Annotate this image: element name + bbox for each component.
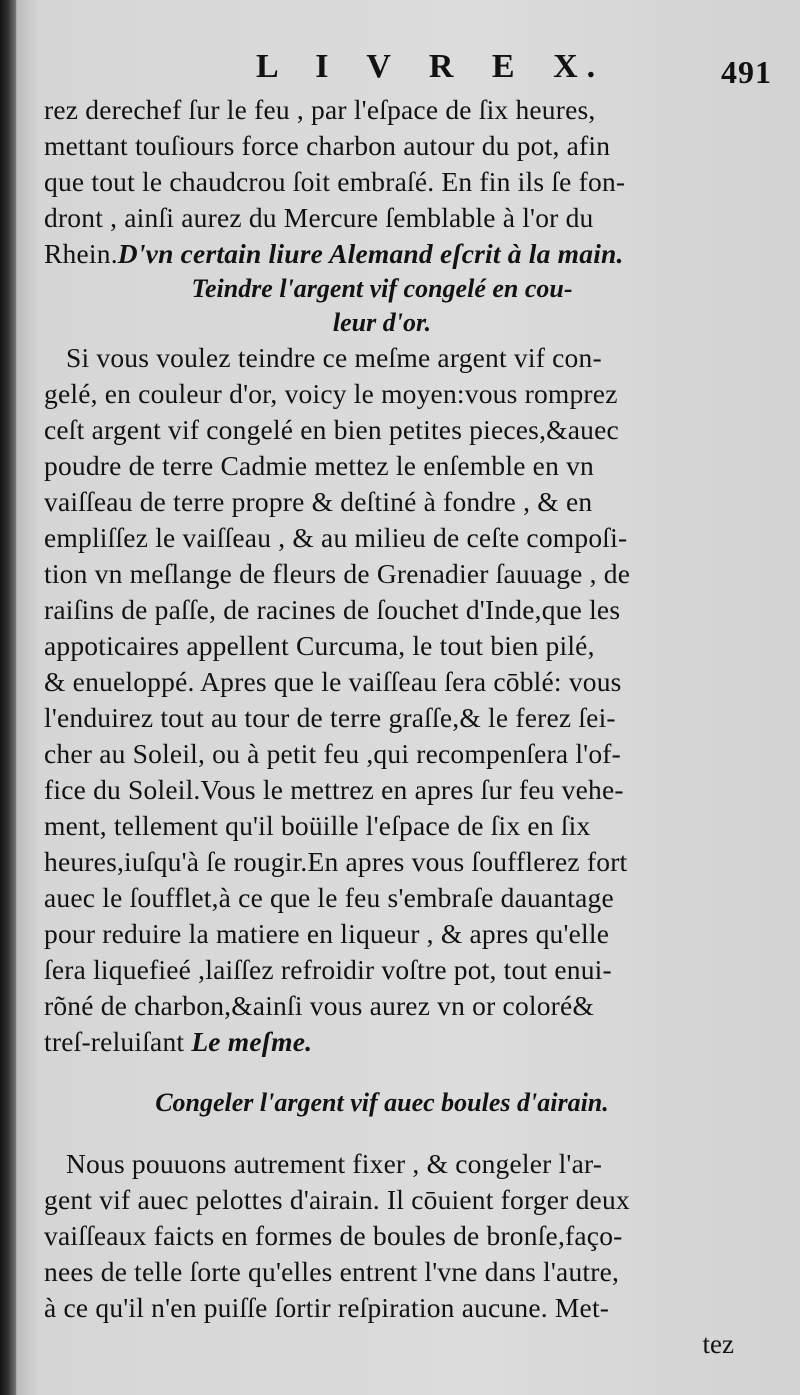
source-citation: D'vn certain liure Alemand eſcrit à la main.	[117, 238, 624, 269]
text-line: ſera liquefieé ,laiſſez refroidir voſtre pot, tout enui-	[44, 954, 612, 985]
book-gutter-edge	[0, 0, 16, 1395]
text-line: que tout le chaudcrou ſoit embraſé. En fin ils ſe fon-	[44, 166, 626, 197]
text-line: heures,iuſqu'à ſe rougir.En apres vous ſoufflerez fort	[44, 846, 628, 877]
text-line: rõné de charbon,&ainſi vous aurez vn or coloré&	[44, 990, 595, 1021]
text-line: raiſins de paſſe, de racines de ſouchet d'Inde,que les	[44, 594, 621, 625]
text-line: à ce qu'il n'en puiſſe ſortir reſpiration aucune. Met-	[44, 1292, 610, 1323]
text-line: nees de telle ſorte qu'elles entrent l'vne dans l'autre,	[44, 1256, 620, 1287]
section-heading: Congeler l'argent vif auec boules d'airain.	[155, 1088, 609, 1117]
text-line: fice du Soleil.Vous le mettrez en apres ſur feu vehe-	[44, 774, 624, 805]
text-line: mettant touſiours force charbon autour du pot, afin	[44, 130, 611, 161]
running-header	[44, 40, 772, 92]
source-citation-line	[44, 1024, 720, 1060]
text-line: empliſſez le vaiſſeau , & au milieu de ceſte compoſi-	[44, 522, 628, 553]
text-line: Si vous voulez teindre ce meſme argent vif con-	[66, 342, 602, 373]
text-line: vaiſſeau de terre propre & deſtiné à fondre , & en	[44, 486, 593, 517]
text-fragment: Rhein.	[44, 238, 118, 269]
text-line: poudre de terre Cadmie mettez le enſemble en vn	[44, 450, 595, 481]
text-line: dront , ainſi aurez du Mercure ſemblable à l'or du	[44, 202, 594, 233]
text-line: & enueloppé. Apres que le vaiſſeau ſera cōblé: vous	[44, 666, 622, 697]
spacer	[44, 1060, 720, 1086]
page-text-block	[44, 40, 772, 1362]
section-heading: Teindre l'argent vif congelé en cou-	[191, 274, 573, 303]
text-line: ceſt argent vif congelé en bien petites pieces,&auec	[44, 414, 619, 445]
source-citation-line	[44, 236, 720, 272]
text-line: vaiſſeaux faicts en formes de boules de bronſe,faço-	[44, 1220, 623, 1251]
source-citation: Le meſme.	[191, 1026, 313, 1057]
text-line: rez derechef ſur le feu , par l'eſpace de ſix heures,	[44, 94, 596, 125]
text-line: ment, tellement qu'il boüille l'eſpace de ſix en ſix	[44, 810, 591, 841]
text-fragment: treſ-reluiſant	[44, 1026, 192, 1057]
spacer	[44, 1120, 720, 1146]
text-line: gent vif auec pelottes d'airain. Il cōuient forger deux	[44, 1184, 630, 1215]
page-number: 491	[721, 54, 772, 90]
catchword: tez	[702, 1329, 734, 1359]
section-heading-continued: leur d'or.	[332, 308, 432, 337]
running-head: L I V R E X.	[256, 48, 605, 85]
text-line: appoticaires appellent Curcuma, le tout bien pilé,	[44, 630, 595, 661]
text-line: l'enduirez tout au tour de terre graſſe,& le ferez ſei-	[44, 702, 616, 733]
text-line: tion vn meſlange de fleurs de Grenadier ſauuage , de	[44, 558, 631, 589]
text-line: gelé, en couleur d'or, voicy le moyen:vous romprez	[44, 378, 618, 409]
text-line: auec le ſoufflet,à ce que le feu s'embraſe dauantage	[44, 882, 614, 913]
text-line: Nous pouuons autrement fixer , & congeler l'ar-	[66, 1148, 603, 1179]
text-line: pour reduire la matiere en liqueur , & apres qu'elle	[44, 918, 610, 949]
text-line: cher au Soleil, ou à petit feu ,qui recompenſera l'of-	[44, 738, 621, 769]
